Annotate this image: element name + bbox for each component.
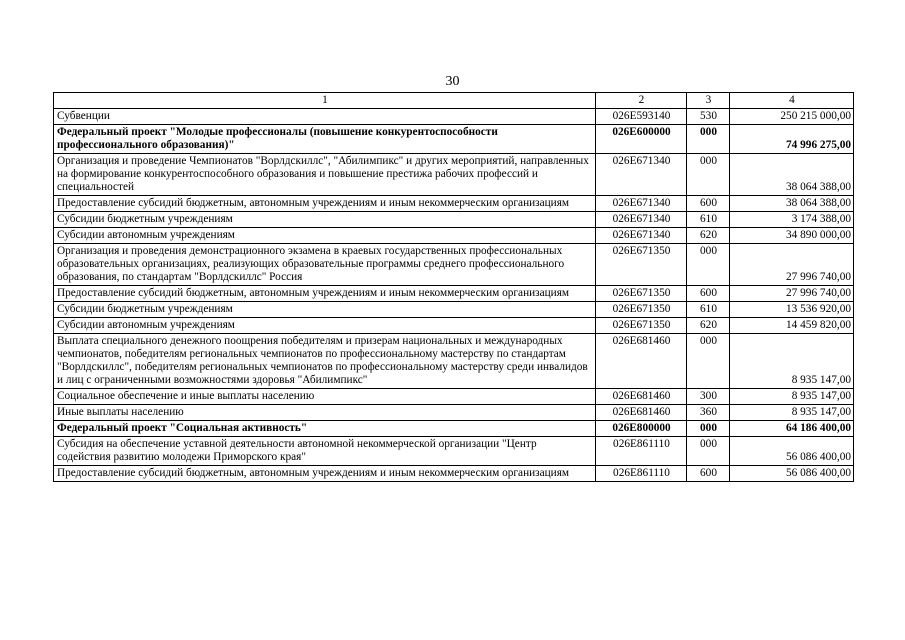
row-name-cell: Организация и проведение Чемпионатов "Ворлдскиллс", "Абилимпикс" и других мероприятий, направленных на формирование конкурентоспособного образования и повышение престижа рабочих профессий и специальностей [54,154,596,196]
row-code-cell: 026E593140 [596,109,687,125]
table-row [54,389,854,405]
row-code-cell: 026E681460 [596,405,687,421]
row-kind-cell: 600 [687,286,730,302]
row-kind-cell: 000 [687,154,730,196]
row-sum-cell: 64 186 400,00 [730,421,854,437]
table-row [54,437,854,466]
row-code-cell: 026E671350 [596,244,687,286]
row-name-cell: Субсидии автономным учреждениям [54,228,596,244]
row-sum-cell: 27 996 740,00 [730,286,854,302]
header-cell-kind: 3 [687,93,730,109]
table-row [54,421,854,437]
table-row [54,244,854,286]
row-name-cell: Федеральный проект "Социальная активность" [54,421,596,437]
row-sum-cell: 34 890 000,00 [730,228,854,244]
row-sum-cell: 14 459 820,00 [730,318,854,334]
header-cell-sum: 4 [730,93,854,109]
row-name-cell: Выплата специального денежного поощрения победителям и призерам национальных и международных чемпионатов, победителям региональных чемпионатов по профессиональному мастерству по стандартам "Ворлдскиллс", победителям региональных чемпионатов по профессиональному мастерству среди инвалидов и лиц с ограниченными возможностями здоровья "Абилимпикс" [54,334,596,389]
row-sum-cell: 8 935 147,00 [730,389,854,405]
row-sum-cell: 27 996 740,00 [730,244,854,286]
row-sum-cell: 3 174 388,00 [730,212,854,228]
row-sum-cell: 38 064 388,00 [730,154,854,196]
row-kind-cell: 000 [687,421,730,437]
row-name-cell: Субсидии автономным учреждениям [54,318,596,334]
table-row [54,286,854,302]
row-sum-cell: 56 086 400,00 [730,466,854,482]
row-sum-cell: 250 215 000,00 [730,109,854,125]
row-kind-cell: 000 [687,334,730,389]
table-header-row [54,93,854,109]
row-code-cell: 026E671340 [596,228,687,244]
row-kind-cell: 600 [687,466,730,482]
row-code-cell: 026E600000 [596,125,687,154]
row-sum-cell: 8 935 147,00 [730,405,854,421]
row-name-cell: Федеральный проект "Молодые профессионалы (повышение конкурентоспособности профессионального образования)" [54,125,596,154]
row-kind-cell: 000 [687,244,730,286]
row-code-cell: 026E671340 [596,154,687,196]
row-code-cell: 026E861110 [596,466,687,482]
table-row [54,196,854,212]
row-code-cell: 026E861110 [596,437,687,466]
row-name-cell: Предоставление субсидий бюджетным, автономным учреждениям и иным некоммерческим организациям [54,196,596,212]
table-row [54,318,854,334]
row-code-cell: 026E800000 [596,421,687,437]
row-name-cell: Субвенции [54,109,596,125]
row-kind-cell: 360 [687,405,730,421]
row-code-cell: 026E671350 [596,302,687,318]
row-kind-cell: 000 [687,437,730,466]
row-name-cell: Субсидия на обеспечение уставной деятельности автономной некоммерческой организации "Центр содействия развитию молодежи Приморского края" [54,437,596,466]
row-sum-cell: 38 064 388,00 [730,196,854,212]
budget-table [53,92,854,482]
header-cell-code: 2 [596,93,687,109]
row-sum-cell: 56 086 400,00 [730,437,854,466]
table-row [54,302,854,318]
page-number: 30 [445,74,460,89]
row-kind-cell: 620 [687,318,730,334]
table-row [54,125,854,154]
row-code-cell: 026E671340 [596,212,687,228]
table-row [54,466,854,482]
header-cell-name: 1 [54,93,596,109]
table-row [54,228,854,244]
row-name-cell: Организация и проведения демонстрационного экзамена в краевых государственных профессиональных образовательных организациях, реализующих образовательные программы среднего профессионального образования, по стандартам "Ворлдскиллс" Россия [54,244,596,286]
row-code-cell: 026E671350 [596,318,687,334]
table-row [54,212,854,228]
table-row [54,405,854,421]
row-kind-cell: 620 [687,228,730,244]
row-sum-cell: 13 536 920,00 [730,302,854,318]
budget-table-body [54,93,854,482]
row-name-cell: Предоставление субсидий бюджетным, автономным учреждениям и иным некоммерческим организациям [54,286,596,302]
row-name-cell: Предоставление субсидий бюджетным, автономным учреждениям и иным некоммерческим организациям [54,466,596,482]
row-kind-cell: 000 [687,125,730,154]
row-kind-cell: 530 [687,109,730,125]
row-kind-cell: 300 [687,389,730,405]
row-code-cell: 026E681460 [596,334,687,389]
table-row [54,154,854,196]
row-name-cell: Субсидии бюджетным учреждениям [54,302,596,318]
row-name-cell: Социальное обеспечение и иные выплаты населению [54,389,596,405]
row-kind-cell: 610 [687,212,730,228]
row-code-cell: 026E671350 [596,286,687,302]
row-name-cell: Иные выплаты населению [54,405,596,421]
row-code-cell: 026E681460 [596,389,687,405]
table-row [54,334,854,389]
row-sum-cell: 74 996 275,00 [730,125,854,154]
table-row [54,109,854,125]
row-code-cell: 026E671340 [596,196,687,212]
row-sum-cell: 8 935 147,00 [730,334,854,389]
row-kind-cell: 610 [687,302,730,318]
row-kind-cell: 600 [687,196,730,212]
row-name-cell: Субсидии бюджетным учреждениям [54,212,596,228]
